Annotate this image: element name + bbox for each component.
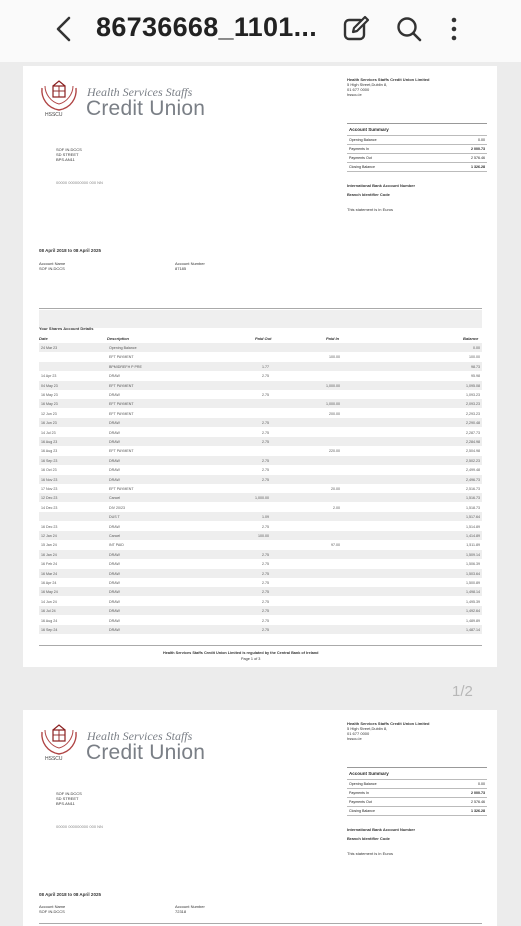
- cell-date: 16 Aug 23: [41, 449, 58, 454]
- bic-label: Branch Identifier Code: [347, 192, 390, 197]
- account-name-label: Account Name: [39, 904, 66, 909]
- cell-description: EFT PAYMENT: [109, 487, 134, 491]
- cell-balance: 1,492.64: [466, 609, 480, 614]
- table-row: [39, 362, 482, 371]
- cell-paid-out: 1.09: [262, 515, 269, 520]
- cell-balance: 1,498.14: [466, 590, 480, 595]
- member-address-1: SOF IN.DCCS: [56, 791, 82, 796]
- search-icon[interactable]: [395, 14, 423, 44]
- iban-label: International Bank Account Number: [347, 827, 416, 832]
- table-row: [39, 371, 482, 380]
- cell-date: 16 Jun 23: [41, 421, 57, 426]
- cell-balance: 2,516.73: [466, 487, 480, 491]
- cell-description: EFT PAYMENT: [109, 402, 134, 407]
- cell-paid-out: 1.77: [262, 364, 269, 369]
- cell-paid-out: 2.75: [262, 468, 269, 473]
- cell-balance: 2,293.23: [466, 411, 480, 416]
- footer-regulation: Health Services Staffs Credit Union Limited is regulated by the Central Bank of Ireland: [163, 651, 319, 655]
- cell-description: DRAW: [109, 590, 120, 595]
- cell-date: 16 May 24: [41, 590, 58, 595]
- summary-row: Closing Balance 1 326.28: [347, 163, 487, 172]
- account-number-label: Account Number: [175, 261, 205, 266]
- statement-period: 08 April 2018 to 08 April 2025: [39, 892, 101, 897]
- cell-paid-in: 97.00: [331, 543, 340, 548]
- table-caption: Your Shares Account Details: [39, 326, 94, 331]
- chevron-left-icon[interactable]: [52, 14, 76, 44]
- cell-paid-out: 2.75: [262, 477, 269, 482]
- cu-address-3: hsscu.ie: [347, 92, 362, 97]
- cell-balance: 1,487.14: [466, 628, 480, 632]
- cell-balance: 1,506.39: [466, 562, 480, 567]
- cell-date: 16 Jan 24: [41, 552, 57, 557]
- table-row: [39, 399, 482, 408]
- cell-balance: 1,095.08: [466, 383, 480, 388]
- table-row: [39, 578, 482, 587]
- section-divider: [39, 923, 482, 924]
- cell-paid-out: 2.75: [262, 562, 269, 567]
- cell-description: DRAW: [109, 524, 120, 529]
- cu-address-2: 01 677 0000: [347, 731, 370, 736]
- cell-paid-out: 2.75: [262, 590, 269, 595]
- table-row: [39, 522, 482, 531]
- cell-paid-out: 2.75: [262, 628, 269, 632]
- section-divider: [39, 308, 482, 309]
- cell-date: 16 May 23: [41, 402, 58, 407]
- footer-divider: [39, 645, 482, 646]
- summary-row: Payments In 2 000.73: [347, 789, 487, 798]
- cell-description: EFT PAYMENT: [109, 411, 134, 416]
- table-row: [39, 512, 482, 521]
- cell-paid-out: 2.75: [262, 524, 269, 529]
- table-row: [39, 503, 482, 512]
- table-row: [39, 550, 482, 559]
- cell-date: 16 Sep 23: [41, 458, 58, 463]
- cu-address-1: 5 High Street,Dublin 8,: [347, 82, 388, 87]
- cell-description: DRAW: [109, 571, 120, 576]
- cell-balance: 2,504.98: [466, 449, 480, 454]
- table-row: [39, 428, 482, 437]
- app-bar: [0, 0, 521, 62]
- table-row: [39, 540, 482, 549]
- table-row: [39, 456, 482, 465]
- edit-icon[interactable]: [342, 14, 370, 44]
- member-address-2: SD STREET: [56, 796, 79, 801]
- cu-name: Health Services Staffs Credit Union Limited: [347, 721, 430, 726]
- cell-description: DUS T: [109, 515, 120, 520]
- cell-paid-out: 2.75: [262, 421, 269, 426]
- member-reference: 00000 000000000 000 NN: [56, 180, 103, 185]
- table-row: [39, 484, 482, 493]
- account-name-value: SOF IN.DCCS: [39, 266, 65, 271]
- cu-address-1: 5 High Street,Dublin 8,: [347, 726, 388, 731]
- table-row: [39, 343, 482, 352]
- account-number-label: Account Number: [175, 904, 205, 909]
- cell-description: DRAW: [109, 440, 120, 444]
- cell-description: DRAW: [109, 458, 120, 463]
- cell-description: EFT PAYMENT: [109, 383, 134, 388]
- table-row: [39, 409, 482, 418]
- member-reference: 00000 000000000 000 NN: [56, 824, 103, 829]
- table-row: [39, 616, 482, 625]
- cell-date: 24 Mar 23: [41, 346, 58, 350]
- col-paid-in: Paid In: [326, 336, 340, 341]
- cell-date: 16 Sep 24: [41, 628, 58, 632]
- cell-balance: 2,290.48: [466, 421, 480, 426]
- cell-paid-out: 2.75: [262, 374, 269, 379]
- cell-balance: 1,414.89: [466, 534, 480, 538]
- cell-date: 14 Jul 23: [41, 430, 56, 435]
- member-address-2: SD STREET: [56, 152, 79, 157]
- col-description: Description: [107, 336, 130, 341]
- col-date: Date: [39, 336, 48, 341]
- credit-union-logo: [39, 724, 209, 774]
- cell-paid-in: 100.00: [329, 355, 340, 360]
- table-row: [39, 390, 482, 399]
- cell-description: EFT PAYMENT: [109, 355, 134, 360]
- cell-balance: 1,093.23: [466, 393, 480, 397]
- cell-balance: 1,489.89: [466, 618, 480, 623]
- cell-paid-out: 100.00: [258, 534, 269, 538]
- document-title: 86736668_1101...: [96, 12, 318, 42]
- summary-row: Payments Out 2 576.46: [347, 154, 487, 163]
- cell-date: 16 Nov 23: [41, 477, 58, 482]
- cell-paid-out: 1,000.00: [255, 496, 269, 501]
- cell-balance: 1,500.89: [466, 581, 480, 585]
- col-paid-out: Paid Out: [255, 336, 272, 341]
- section-band: [39, 310, 482, 328]
- cell-paid-out: 2.75: [262, 552, 269, 557]
- cell-description: DRAW: [109, 421, 120, 426]
- hands-logo-icon: [39, 724, 79, 758]
- table-row: [39, 559, 482, 568]
- member-address-1: SOF IN.DCCS: [56, 147, 82, 152]
- currency-note: This statement is in Euros: [347, 207, 394, 212]
- cell-balance: 1,511.89: [466, 543, 480, 548]
- cell-description: DRAW: [109, 468, 120, 473]
- cell-paid-in: 220.00: [329, 449, 340, 454]
- table-row: [39, 437, 482, 446]
- cell-description: EFT PAYMENT: [109, 449, 134, 454]
- cell-balance: 2,502.23: [466, 458, 480, 463]
- member-address-3: BPS.AN11: [56, 801, 75, 806]
- cell-balance: 0.00: [473, 346, 480, 350]
- table-row: [39, 418, 482, 427]
- col-balance: Balance: [463, 336, 479, 341]
- cell-description: DRAW: [109, 430, 120, 435]
- cell-description: Cancel: [109, 534, 121, 538]
- cell-balance: 2,287.73: [466, 430, 480, 435]
- cell-paid-out: 2.75: [262, 599, 269, 604]
- summary-row: Opening Balance 0.00: [347, 780, 487, 789]
- summary-title: Account Summary: [347, 768, 487, 780]
- bic-label: Branch Identifier Code: [347, 836, 390, 841]
- pdf-page-1: [23, 66, 497, 667]
- table-row: [39, 569, 482, 578]
- cell-paid-out: 2.75: [262, 618, 269, 623]
- logo-abbr: HSSCU: [45, 112, 63, 118]
- table-row: [39, 587, 482, 596]
- cell-date: 16 Mar 24: [41, 571, 58, 576]
- cell-balance: 1,518.73: [466, 505, 480, 510]
- cell-date: 16 Apr 24: [41, 581, 57, 585]
- table-row: [39, 531, 482, 540]
- cell-paid-out: 2.75: [262, 440, 269, 444]
- account-name-label: Account Name: [39, 261, 66, 266]
- cell-date: 16 May 23: [41, 393, 58, 397]
- cell-description: DRAW: [109, 552, 120, 557]
- cell-balance: 1,516.73: [466, 496, 480, 501]
- cell-balance: 1,514.89: [466, 524, 480, 529]
- cell-date: 15 Jan 24: [41, 543, 57, 548]
- cell-date: 14 Dec 23: [41, 505, 58, 510]
- more-vertical-icon[interactable]: [443, 14, 465, 44]
- table-row: [39, 493, 482, 502]
- table-row: [39, 475, 482, 484]
- cell-balance: 2,284.98: [466, 440, 480, 444]
- cell-paid-out: 2.75: [262, 393, 269, 397]
- cell-description: Opening Balance: [109, 346, 137, 350]
- cu-address-3: hsscu.ie: [347, 736, 362, 741]
- summary-row: Payments In 2 000.73: [347, 145, 487, 154]
- statement-period: 08 April 2018 to 08 April 2025: [39, 248, 101, 253]
- cell-date: 04 May 23: [41, 383, 58, 388]
- cell-description: BPMIDREFH P PRE: [109, 364, 142, 369]
- cell-date: 16 Dec 23: [41, 524, 58, 529]
- summary-title: Account Summary: [347, 124, 487, 136]
- summary-row: Opening Balance 0.00: [347, 136, 487, 145]
- credit-union-logo: [39, 80, 209, 130]
- cell-date: 16 Aug 24: [41, 618, 58, 623]
- table-row: [39, 352, 482, 361]
- cell-paid-out: 2.75: [262, 430, 269, 435]
- summary-row: Payments Out 2 576.46: [347, 798, 487, 807]
- cell-paid-in: 2.00: [333, 505, 340, 510]
- cell-description: DRAW: [109, 618, 120, 623]
- table-row: [39, 381, 482, 390]
- cell-description: DRAW: [109, 562, 120, 567]
- logo-line-2: Credit Union: [86, 741, 206, 764]
- table-row: [39, 625, 482, 634]
- logo-abbr: HSSCU: [45, 756, 63, 762]
- footer-page: Page 1 of 3: [241, 657, 261, 661]
- cell-date: 12 Jun 23: [41, 411, 57, 416]
- cell-description: DIV 20/23: [109, 505, 125, 510]
- account-summary: [347, 767, 487, 816]
- cell-balance: 2,499.48: [466, 468, 480, 473]
- cell-balance: 1,509.14: [466, 552, 480, 557]
- cell-paid-out: 2.75: [262, 458, 269, 463]
- account-number-value: 87185: [175, 266, 187, 271]
- cell-paid-out: 2.75: [262, 581, 269, 585]
- logo-line-2: Credit Union: [86, 97, 206, 120]
- logo-line-1: Health Services Staffs: [87, 729, 193, 743]
- cell-description: DRAW: [109, 599, 120, 604]
- pdf-page-2: [23, 710, 497, 926]
- currency-note: This statement is in Euros: [347, 851, 394, 856]
- account-name-value: SOF IN.DCCS: [39, 909, 65, 914]
- cell-description: DRAW: [109, 581, 120, 585]
- cell-balance: 1,503.64: [466, 571, 480, 576]
- cell-paid-in: 200.00: [329, 411, 340, 416]
- cell-description: DRAW: [109, 609, 120, 614]
- cell-date: 14 Jun 24: [41, 599, 57, 604]
- member-address-3: BPS.AN11: [56, 157, 75, 162]
- cell-balance: 98.73: [471, 364, 480, 369]
- cell-balance: 95.98: [471, 374, 480, 379]
- cell-paid-in: 20.00: [331, 487, 340, 491]
- cell-balance: 100.00: [469, 355, 480, 360]
- cell-description: DRAW: [109, 628, 120, 632]
- cell-paid-in: 1,000.00: [326, 402, 340, 407]
- cell-date: 16 Oct 23: [41, 468, 57, 473]
- cell-balance: 1,495.39: [466, 599, 480, 604]
- cell-paid-in: 1,000.00: [326, 383, 340, 388]
- cell-description: DRAW: [109, 393, 120, 397]
- cu-address-2: 01 677 0000: [347, 87, 370, 92]
- logo-line-1: Health Services Staffs: [87, 85, 193, 99]
- table-row: [39, 446, 482, 455]
- summary-row: Closing Balance 1 326.28: [347, 807, 487, 816]
- account-summary: [347, 123, 487, 172]
- cell-paid-out: 2.75: [262, 571, 269, 576]
- iban-label: International Bank Account Number: [347, 183, 416, 188]
- page-counter: 1/2: [452, 683, 473, 700]
- cell-date: 12 Dec 23: [41, 496, 58, 501]
- cell-date: 14 Apr 23: [41, 374, 57, 379]
- table-row: [39, 597, 482, 606]
- cell-date: 12 Jan 24: [41, 534, 57, 538]
- table-row: [39, 606, 482, 615]
- cell-description: DRAW: [109, 477, 120, 482]
- cell-balance: 2,093.23: [466, 402, 480, 407]
- cell-date: 16 Aug 23: [41, 440, 58, 444]
- cu-name: Health Services Staffs Credit Union Limited: [347, 77, 430, 82]
- cell-description: INT PAID: [109, 543, 124, 548]
- account-number-value: 72318: [175, 909, 187, 914]
- cell-balance: 1,517.64: [466, 515, 480, 520]
- cell-date: 16 Feb 24: [41, 562, 58, 567]
- cell-paid-out: 2.75: [262, 609, 269, 614]
- cell-date: 17 Nov 23: [41, 487, 58, 491]
- cell-date: 16 Jul 24: [41, 609, 56, 614]
- table-row: [39, 465, 482, 474]
- hands-logo-icon: [39, 80, 79, 114]
- cell-description: Cancel: [109, 496, 121, 501]
- cell-description: DRAW: [109, 374, 120, 379]
- cell-balance: 2,496.73: [466, 477, 480, 482]
